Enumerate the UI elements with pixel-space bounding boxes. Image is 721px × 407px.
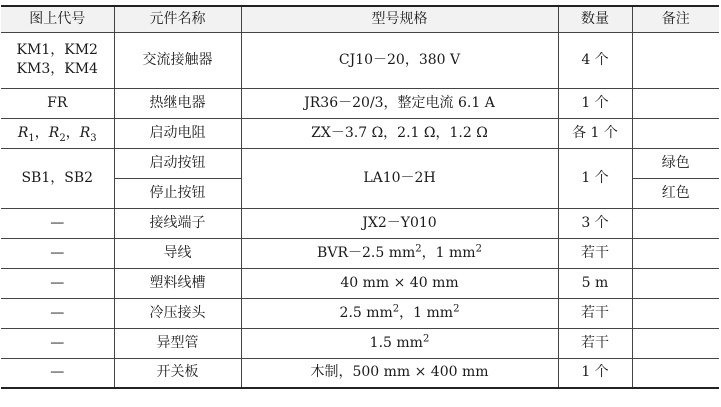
cell-model: ZX－3.7 Ω，2.1 Ω，1.2 Ω — [241, 118, 558, 148]
cell-symbol: — — [1, 238, 114, 268]
cell-note — [632, 268, 719, 298]
cell-model: 40 mm × 40 mm — [241, 268, 558, 298]
header-name: 元件名称 — [114, 6, 241, 32]
symbol-r1-sub: 1 — [28, 132, 35, 144]
cell-note — [632, 32, 719, 88]
cell-note-stop: 红色 — [632, 178, 719, 208]
cell-name-start: 启动按钮 — [114, 148, 241, 178]
cell-symbol — [1, 32, 114, 88]
cell-model — [241, 328, 558, 358]
table-row-wire — [1, 238, 719, 268]
cell-model: CJ10－20，380 V — [241, 32, 558, 88]
table-row-board — [1, 358, 719, 388]
cell-model — [241, 238, 558, 268]
table-row-lug — [1, 298, 719, 328]
model-sup-2: 2 — [475, 242, 482, 254]
table-row-thermal-relay — [1, 88, 719, 118]
cell-model — [241, 298, 558, 328]
cell-qty: 若干 — [558, 298, 632, 328]
cell-model: LA10－2H — [241, 148, 558, 208]
header-note: 备注 — [632, 6, 719, 32]
cell-name: 交流接触器 — [114, 32, 241, 88]
cell-name: 塑料线槽 — [114, 268, 241, 298]
model-text-1: BVR－2.5 mm — [317, 244, 416, 261]
cell-qty: 1 个 — [558, 88, 632, 118]
header-symbol: 图上代号 — [1, 6, 114, 32]
cell-name: 冷压接头 — [114, 298, 241, 328]
symbol-sep-2: ， — [65, 124, 80, 141]
cell-name: 启动电阻 — [114, 118, 241, 148]
table-row-button-start — [1, 148, 719, 178]
cell-name: 热继电器 — [114, 88, 241, 118]
cell-name: 异型管 — [114, 328, 241, 358]
cell-note-start: 绿色 — [632, 148, 719, 178]
table-row-tube — [1, 328, 719, 358]
model-sup-2: 2 — [453, 302, 460, 314]
model-text-1: 1.5 mm — [369, 334, 423, 351]
cell-qty: 3 个 — [558, 208, 632, 238]
symbol-r2-sub: 2 — [59, 132, 66, 144]
table-row-terminal — [1, 208, 719, 238]
cell-note — [632, 358, 719, 388]
cell-qty: 若干 — [558, 328, 632, 358]
symbol-r2: R — [48, 124, 60, 141]
cell-model: JX2－Y010 — [241, 208, 558, 238]
table-row-contactor — [1, 32, 719, 88]
cell-model: JR36－20/3，整定电流 6.1 A — [241, 88, 558, 118]
component-list-table — [1, 5, 719, 389]
symbol-r1: R — [17, 124, 29, 141]
symbol-line-2: KM3，KM4 — [16, 61, 98, 77]
table-row-trough — [1, 268, 719, 298]
cell-note — [632, 88, 719, 118]
cell-note — [632, 208, 719, 238]
cell-note — [632, 238, 719, 268]
cell-symbol: FR — [1, 88, 114, 118]
cell-note — [632, 298, 719, 328]
cell-symbol: — — [1, 298, 114, 328]
model-text-1: 2.5 mm — [339, 304, 393, 321]
cell-symbol: — — [1, 268, 114, 298]
cell-qty: 1 个 — [558, 358, 632, 388]
cell-name: 开关板 — [114, 358, 241, 388]
cell-note — [632, 118, 719, 148]
model-sup-1: 2 — [422, 332, 430, 344]
cell-model: 木制，500 mm × 400 mm — [241, 358, 558, 388]
cell-qty: 5 m — [558, 268, 632, 298]
model-text-2: ，1 mm — [399, 304, 454, 321]
cell-symbol — [1, 118, 114, 148]
header-model: 型号规格 — [241, 6, 558, 32]
symbol-sep-1: ， — [34, 124, 49, 141]
cell-name-stop: 停止按钮 — [114, 178, 241, 208]
cell-qty: 若干 — [558, 238, 632, 268]
cell-note — [632, 328, 719, 358]
cell-name: 接线端子 — [114, 208, 241, 238]
model-sup-1: 2 — [415, 242, 422, 254]
cell-qty: 1 个 — [558, 148, 632, 208]
cell-symbol: — — [1, 358, 114, 388]
model-text-2: ，1 mm — [421, 244, 476, 261]
table-row-start-resistor — [1, 118, 719, 148]
cell-name: 导线 — [114, 238, 241, 268]
table-header-row — [1, 6, 719, 32]
cell-symbol: SB1，SB2 — [1, 148, 114, 208]
symbol-r3-sub: 3 — [90, 132, 97, 144]
model-sup-1: 2 — [392, 302, 400, 314]
symbol-r3: R — [79, 124, 91, 141]
header-qty: 数量 — [558, 6, 632, 32]
cell-qty: 4 个 — [558, 32, 632, 88]
cell-qty: 各 1 个 — [558, 118, 632, 148]
cell-symbol: — — [1, 328, 114, 358]
symbol-line-1: KM1，KM2 — [16, 42, 98, 58]
cell-symbol: — — [1, 208, 114, 238]
